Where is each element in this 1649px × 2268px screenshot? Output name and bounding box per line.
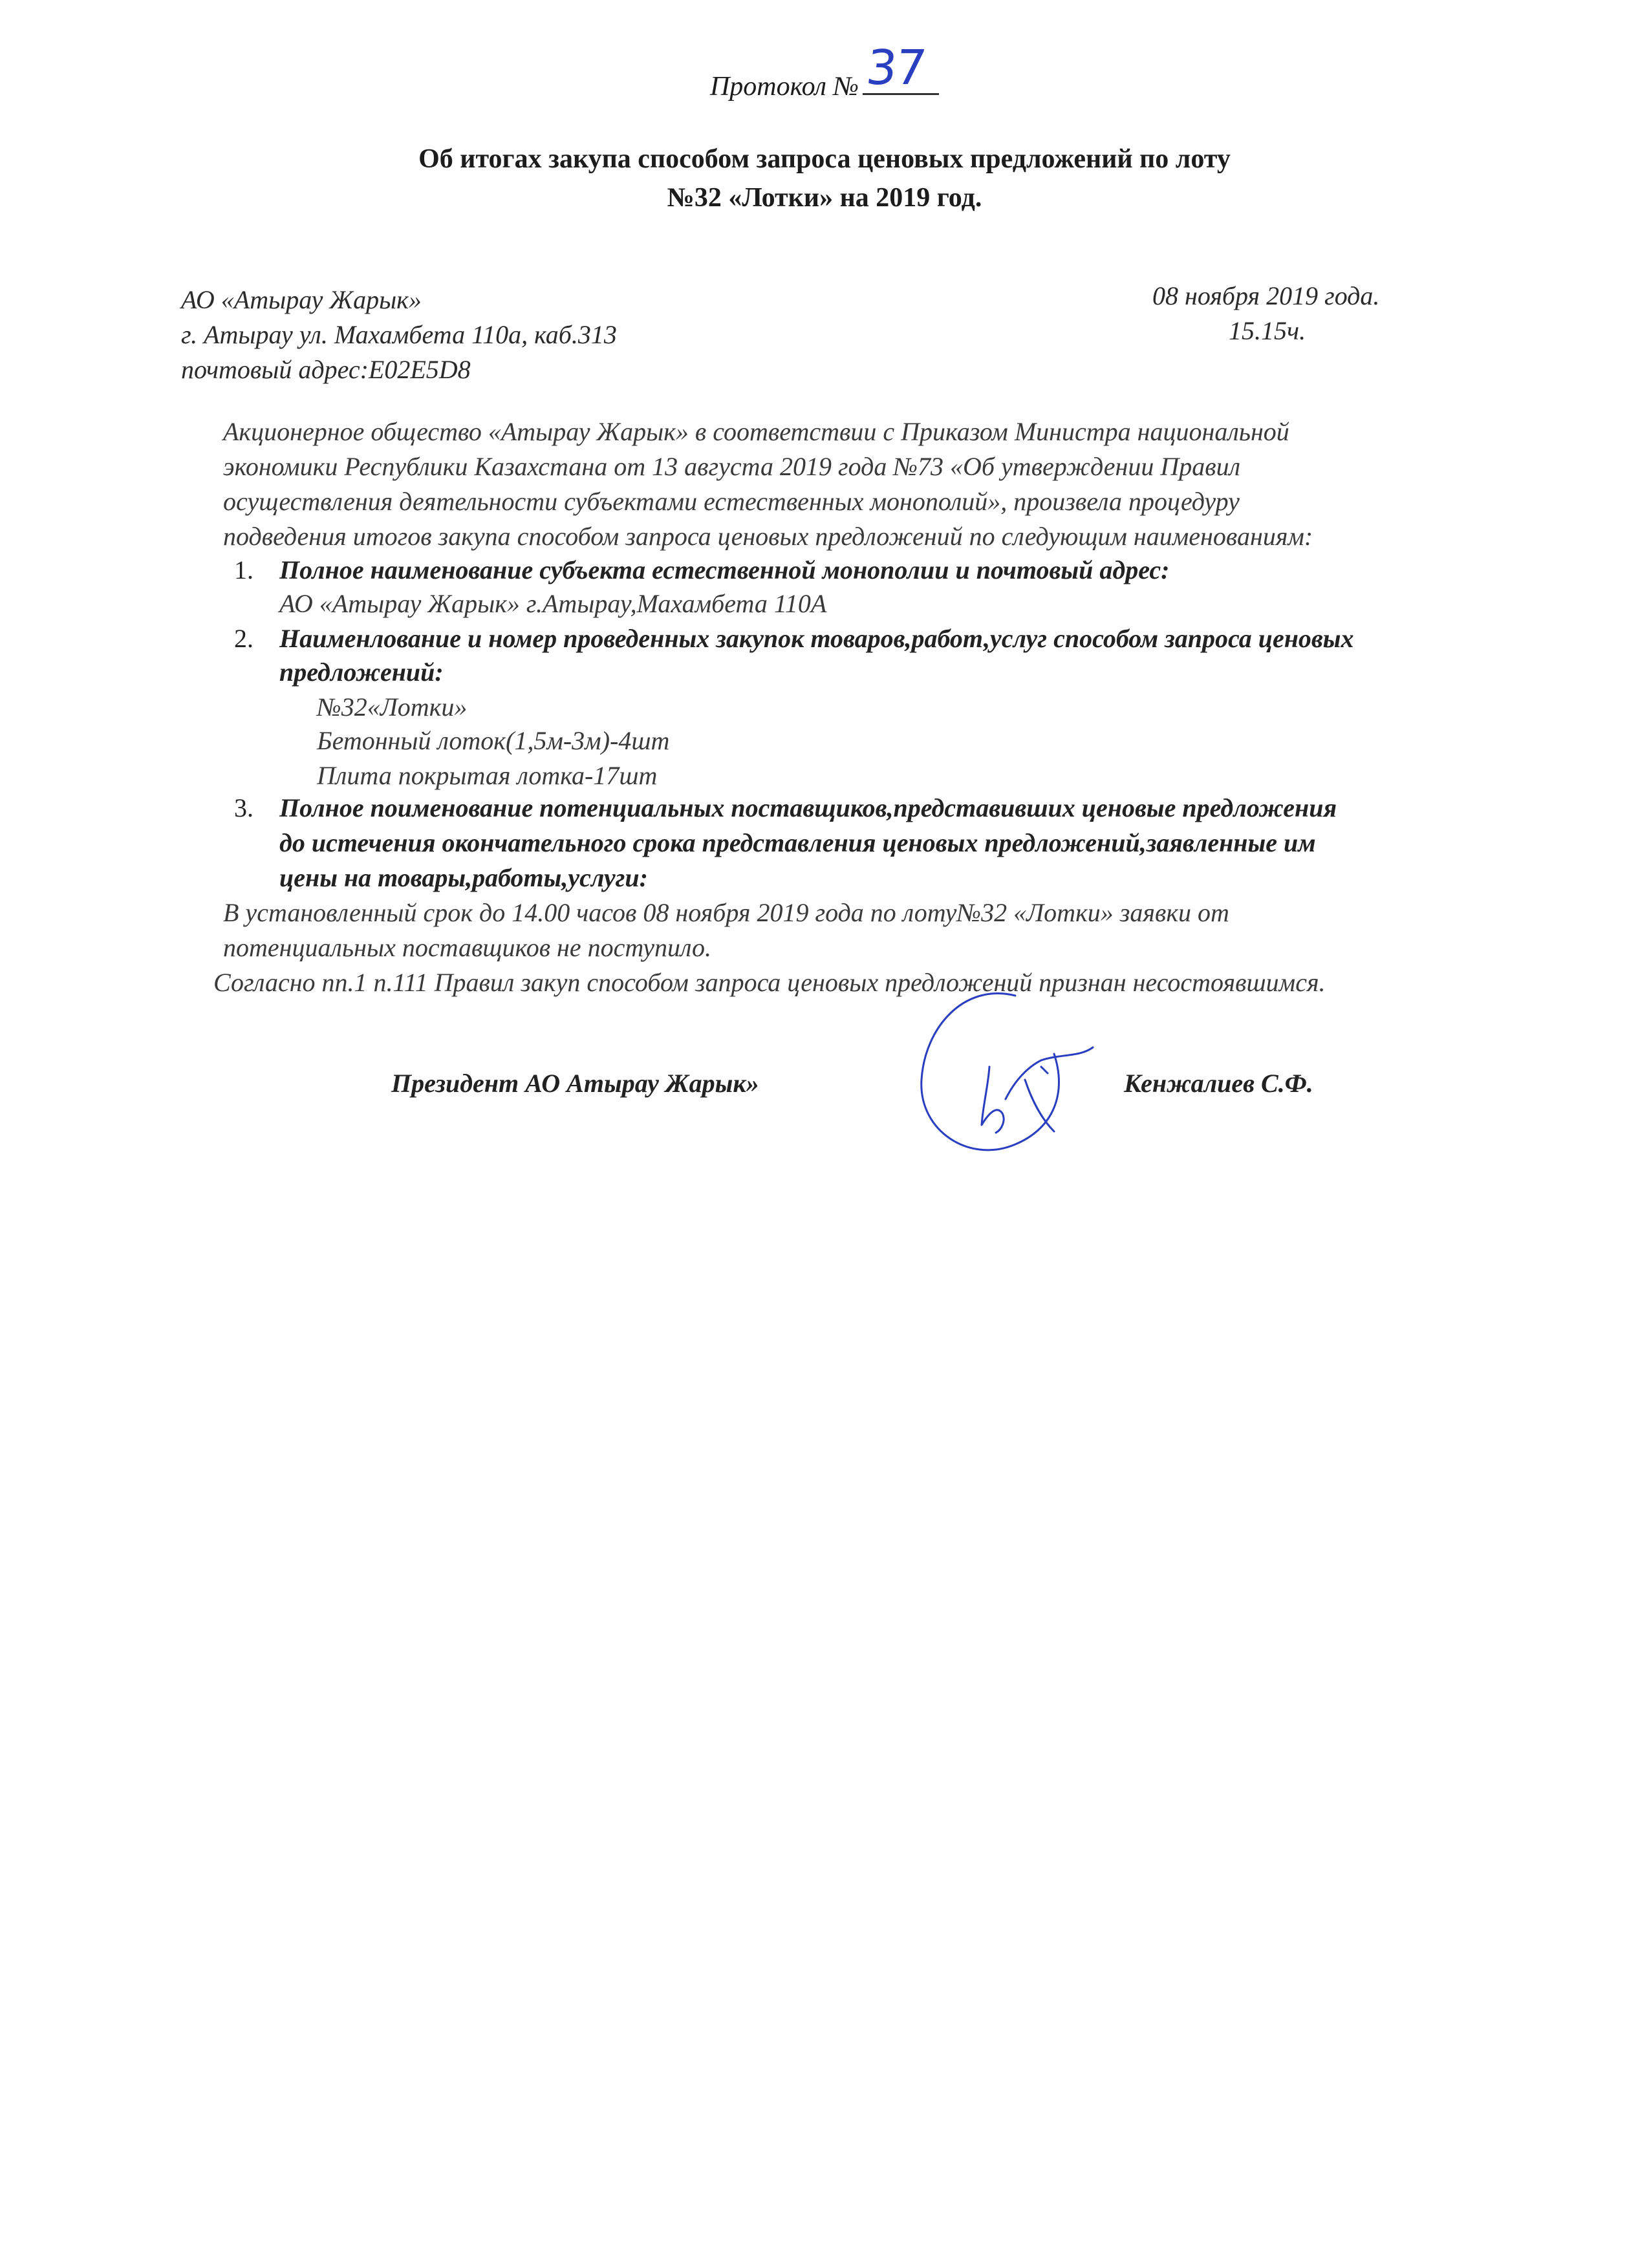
protocol-number: 37	[863, 40, 928, 96]
signatory-name: Кенжалиев С.Ф.	[1124, 1069, 1313, 1098]
subject-line-2: №32 «Лотки» на 2019 год.	[667, 183, 982, 213]
item-2-heading-line-1: Наименлование и номер проведенных закупок товаров,работ,услуг способом запроса ценовых	[279, 624, 1354, 653]
intro-line-4: подведения итогов закупа способом запроса ценовых предложений по следующим наименованиям:	[223, 522, 1313, 551]
org-postal: почтовый адрес:Е02Е5D8	[181, 355, 471, 384]
item-3-heading-line-1: Полное поименование потенциальных поставщиков,представивших ценовые предложения	[279, 793, 1337, 822]
result-line-2: потенциальных поставщиков не поступило.	[223, 933, 711, 962]
item-2-lot-title: №32«Лотки»	[317, 692, 468, 722]
signatory-position: Президент АО Атырау Жарык»	[391, 1069, 759, 1098]
item-2-product-2: Плита покрытая лотка-17шт	[317, 761, 658, 790]
protocol-number-line	[863, 40, 939, 96]
item-2-number: 2.	[234, 624, 253, 653]
protocol-title	[0, 40, 1649, 102]
conclusion: Согласно пп.1 п.111 Правил закуп способом запроса ценовых предложений признан несостоявшимся.	[213, 968, 1326, 997]
item-2-product-1: Бетонный лоток(1,5м-3м)-4шт	[317, 726, 670, 755]
item-3-heading-line-3: цены на товары,работы,услуги:	[279, 863, 648, 892]
item-1-number: 1.	[234, 555, 253, 584]
item-1-heading: Полное наименование субъекта естественной монополии и почтовый адрес:	[279, 555, 1170, 584]
intro-line-1: Акционерное общество «Атырау Жарык» в соответствии с Приказом Министра национальной	[223, 417, 1289, 446]
org-name: АО «Атырау Жарык»	[181, 285, 422, 314]
intro-line-2: экономики Республики Казахстана от 13 августа 2019 года №73 «Об утверждении Правил	[223, 452, 1241, 481]
protocol-label: Протокол №	[709, 72, 859, 102]
item-2-heading-line-2: предложений:	[279, 658, 444, 687]
item-1-content: АО «Атырау Жарык» г.Атырау,Махамбета 110А	[279, 589, 827, 618]
result-line-1: В установленный срок до 14.00 часов 08 ноября 2019 года по лоту№32 «Лотки» заявки от	[223, 898, 1229, 927]
subject-line-1: Об итогах закупа способом запроса ценовых предложений по лоту	[418, 144, 1231, 174]
item-3-number: 3.	[234, 793, 253, 822]
item-3-heading-line-2: до истечения окончательного срока представления ценовых предложений,заявленные им	[279, 828, 1316, 857]
org-address: г. Атырау ул. Махамбета 110а, каб.313	[181, 320, 617, 349]
doc-date: 08 ноября 2019 года.	[1152, 281, 1380, 310]
doc-time: 15.15ч.	[1229, 316, 1306, 345]
intro-line-3: осуществления деятельности субъектами естественных монополий», произвела процедуру	[223, 487, 1240, 516]
handwritten-signature	[892, 970, 1112, 1190]
